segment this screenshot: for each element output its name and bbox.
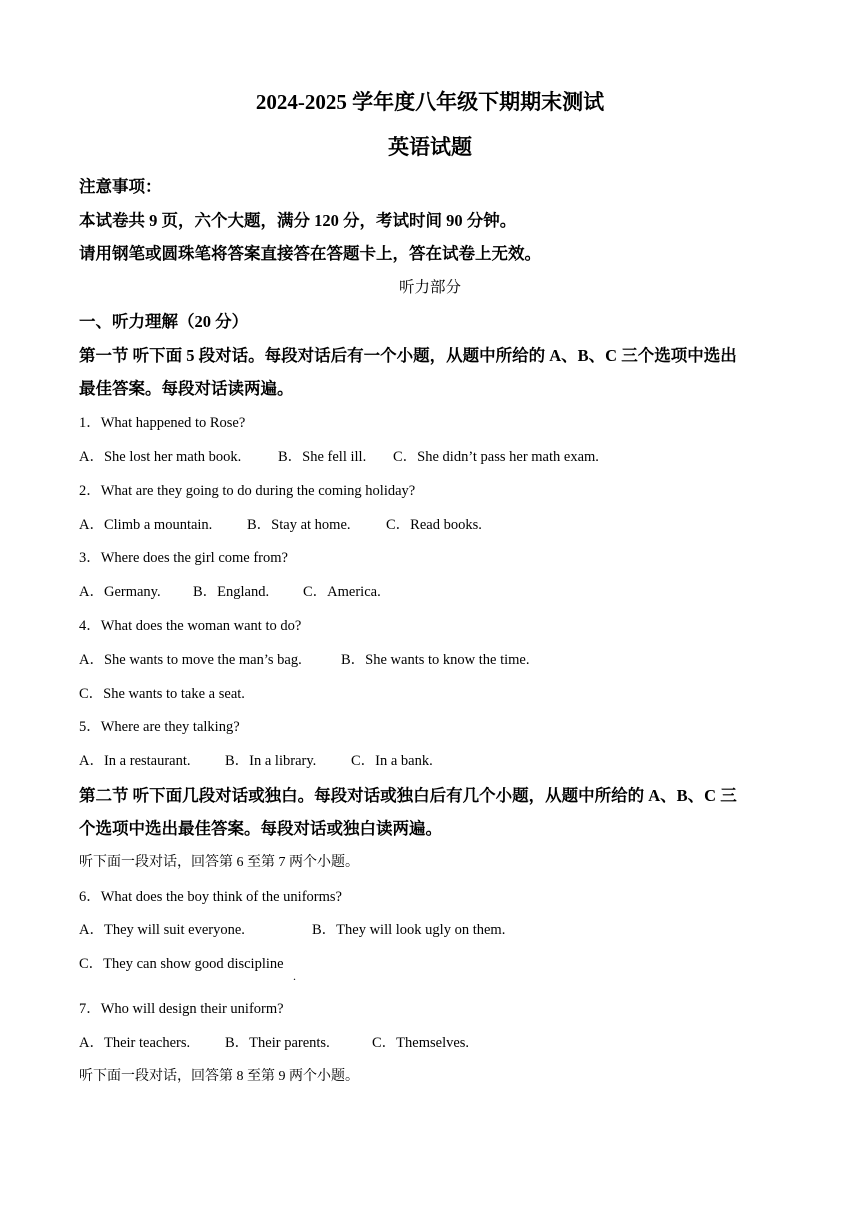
option-a: A．She lost her math book. [79, 449, 242, 465]
section-heading: 一、听力理解（20 分） [79, 312, 249, 331]
section1-intro-line1: 第一节 听下面 5 段对话。每段对话后有一个小题，从题中所给的 A、B、C 三个选项中选出 [79, 346, 737, 365]
option-c: C．Themselves. [372, 1035, 470, 1051]
stray-period: . [293, 969, 296, 983]
question-6-option-c: C．They can show good discipline [79, 956, 284, 972]
listening-note-6-7: 听下面一段对话，回答第 6 至第 7 两个小题。 [79, 855, 359, 870]
exam-subtitle: 英语试题 [388, 135, 472, 159]
listening-note-8-9: 听下面一段对话，回答第 8 至第 9 两个小题。 [79, 1069, 359, 1084]
option-a: A．They will suit everyone. [79, 922, 245, 938]
option-a: A．Germany. [79, 584, 161, 600]
notice-heading: 注意事项： [79, 177, 162, 196]
question-5-options [79, 754, 433, 769]
question-5: 5．Where are they talking? [79, 719, 240, 735]
section1-intro-line2: 最佳答案。每段对话读两遍。 [79, 379, 294, 398]
option-b: B．She wants to know the time. [341, 652, 530, 668]
option-c: C．America. [303, 584, 381, 600]
question-3: 3．Where does the girl come from? [79, 550, 288, 566]
question-6: 6．What does the boy think of the uniforms? [79, 889, 342, 905]
question-2: 2．What are they going to do during the coming holiday? [79, 483, 416, 499]
question-1: 1．What happened to Rose? [79, 415, 246, 431]
option-b: B．In a library. [225, 753, 317, 769]
notice-line-2: 请用钢笔或圆珠笔将答案直接答在答题卡上，答在试卷上无效。 [79, 244, 541, 263]
option-b: B．They will look ugly on them. [312, 922, 506, 938]
question-7: 7．Who will design their uniform? [79, 1001, 284, 1017]
listening-part-title: 听力部分 [398, 279, 461, 296]
option-a: A．In a restaurant. [79, 753, 191, 769]
question-6-options [79, 923, 505, 938]
option-a: A．Their teachers. [79, 1035, 191, 1051]
question-7-options [79, 1036, 469, 1051]
notice-line-1: 本试卷共 9 页，六个大题，满分 120 分，考试时间 90 分钟。 [79, 211, 517, 230]
section2-intro-line2: 个选项中选出最佳答案。每段对话或独白读两遍。 [79, 819, 442, 838]
question-4-options [79, 653, 530, 668]
option-c: C．Read books. [386, 517, 482, 533]
question-4-option-c: C．She wants to take a seat. [79, 686, 245, 702]
option-a: A．Climb a mountain. [79, 517, 213, 533]
exam-title: 2024-2025 学年度八年级下期期末测试 [255, 90, 605, 114]
question-1-options [79, 450, 599, 465]
option-c: C．She didn’t pass her math exam. [393, 449, 599, 465]
option-b: B．She fell ill. [278, 449, 367, 465]
option-b: B．Stay at home. [247, 517, 351, 533]
option-b: B．England. [193, 584, 270, 600]
section2-intro-line1: 第二节 听下面几段对话或独白。每段对话或独白后有几个小题，从题中所给的 A、B、C 三 [79, 786, 737, 805]
option-c: C．In a bank. [351, 753, 433, 769]
question-2-options [79, 518, 482, 533]
option-b: B．Their parents. [225, 1035, 330, 1051]
option-a: A．She wants to move the man’s bag. [79, 652, 302, 668]
question-4: 4．What does the woman want to do? [79, 618, 302, 634]
question-3-options [79, 585, 381, 600]
